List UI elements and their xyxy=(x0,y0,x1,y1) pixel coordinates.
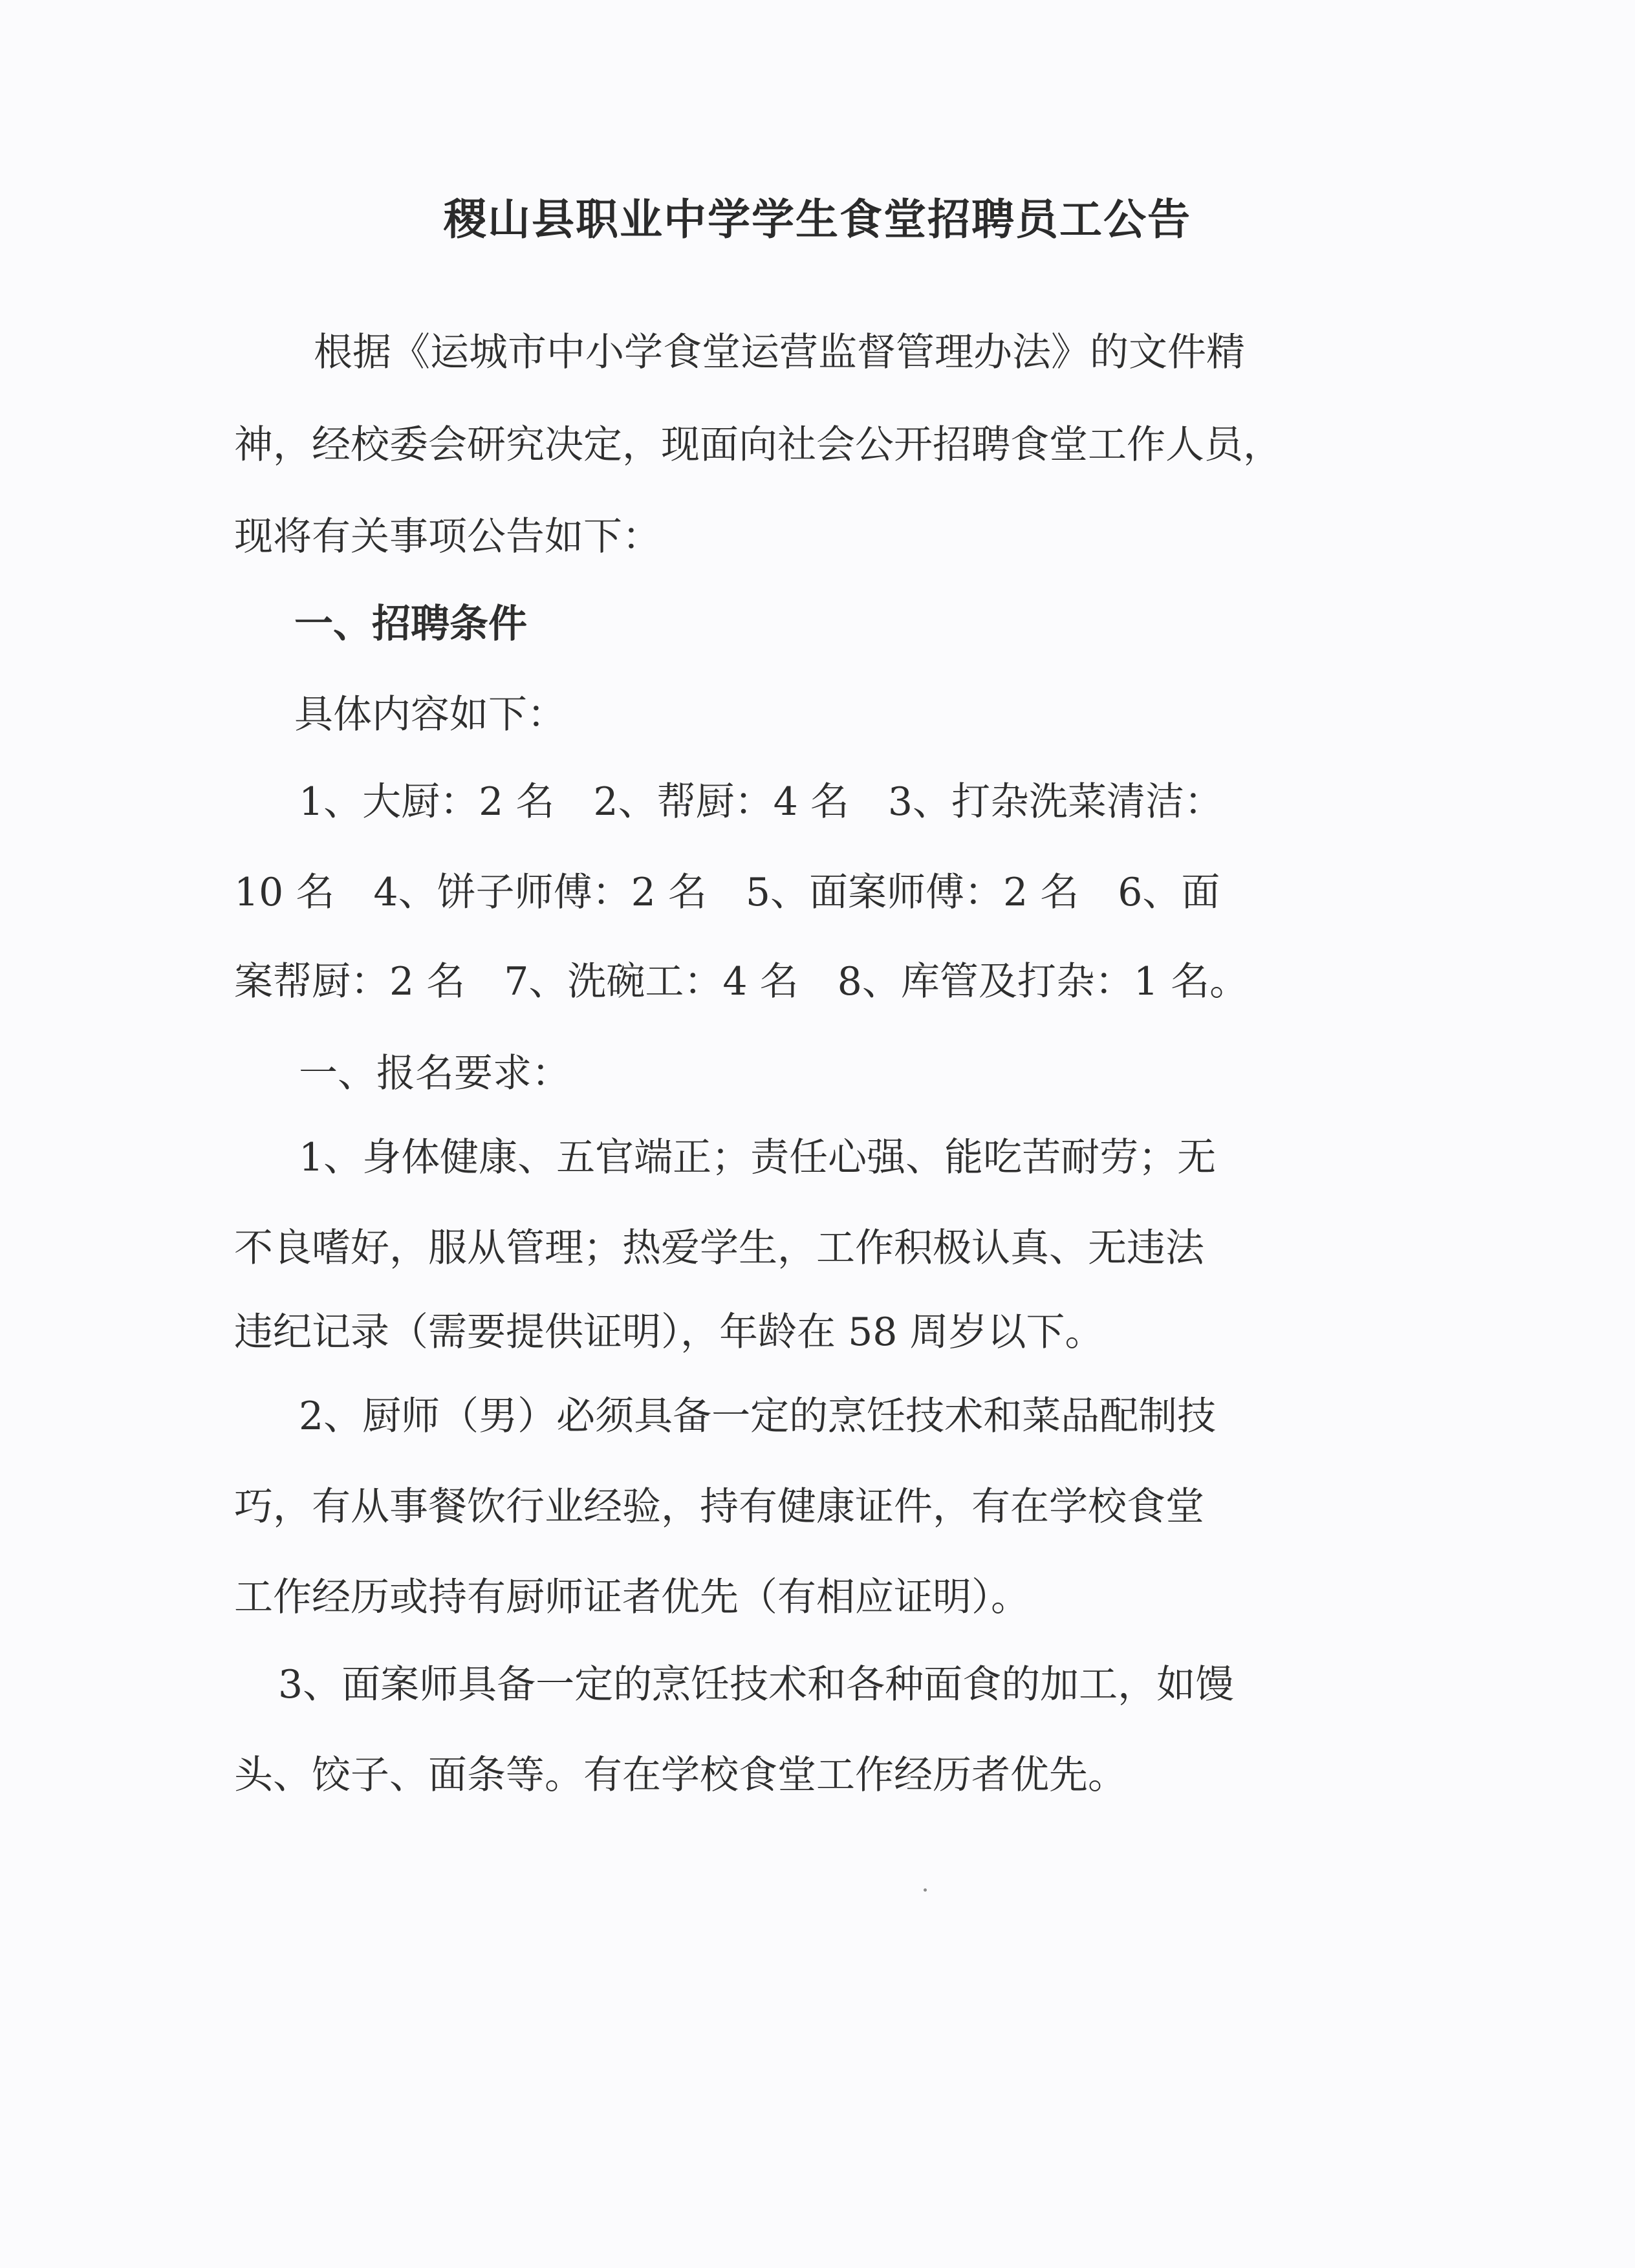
requirement-3-line-2: 头、饺子、面条等。有在学校食堂工作经历者优先。 xyxy=(234,1753,1127,1798)
positions-line-2: 10 名 4、饼子师傅：2 名 5、面案师傅：2 名 6、面 xyxy=(234,870,1220,915)
section-heading-application-requirements: 一、报名要求： xyxy=(299,1051,570,1096)
positions-line-1: 1、大厨：2 名 2、帮厨：4 名 3、打杂洗菜清洁： xyxy=(299,779,1224,825)
requirement-1-line-2: 不良嗜好，服从管理；热爱学生，工作积极认真、无违法 xyxy=(234,1226,1204,1271)
scan-speck xyxy=(924,1888,927,1892)
positions-line-3: 案帮厨：2 名 7、洗碗工：4 名 8、库管及打杂：1 名。 xyxy=(234,959,1249,1004)
requirement-2-line-2: 巧，有从事餐饮行业经验，持有健康证件，有在学校食堂 xyxy=(234,1484,1204,1529)
requirement-2-line-3: 工作经历或持有厨师证者优先（有相应证明）。 xyxy=(234,1575,1030,1620)
requirement-1-line-1: 1、身体健康、五官端正；责任心强、能吃苦耐劳；无 xyxy=(299,1135,1217,1180)
intro-line-2: 神，经校委会研究决定，现面向社会公开招聘食堂工作人员， xyxy=(234,422,1282,468)
document-title: 稷山县职业中学学生食堂招聘员工公告 xyxy=(444,195,1191,244)
section-heading-recruitment-conditions: 一、招聘条件 xyxy=(294,601,527,647)
requirement-1-line-3: 违纪记录（需要提供证明），年龄在 58 周岁以下。 xyxy=(234,1310,1104,1355)
requirement-2-line-1: 2、厨师（男）必须具备一定的烹饪技术和菜品配制技 xyxy=(299,1394,1217,1439)
intro-line-1: 根据《运城市中小学食堂运营监督管理办法》的文件精 xyxy=(314,330,1245,375)
section1-lead: 具体内容如下： xyxy=(294,692,566,737)
intro-line-3: 现将有关事项公告如下： xyxy=(234,514,661,559)
requirement-3-line-1: 3、面案师具备一定的烹饪技术和各种面食的加工，如馒 xyxy=(278,1662,1235,1707)
